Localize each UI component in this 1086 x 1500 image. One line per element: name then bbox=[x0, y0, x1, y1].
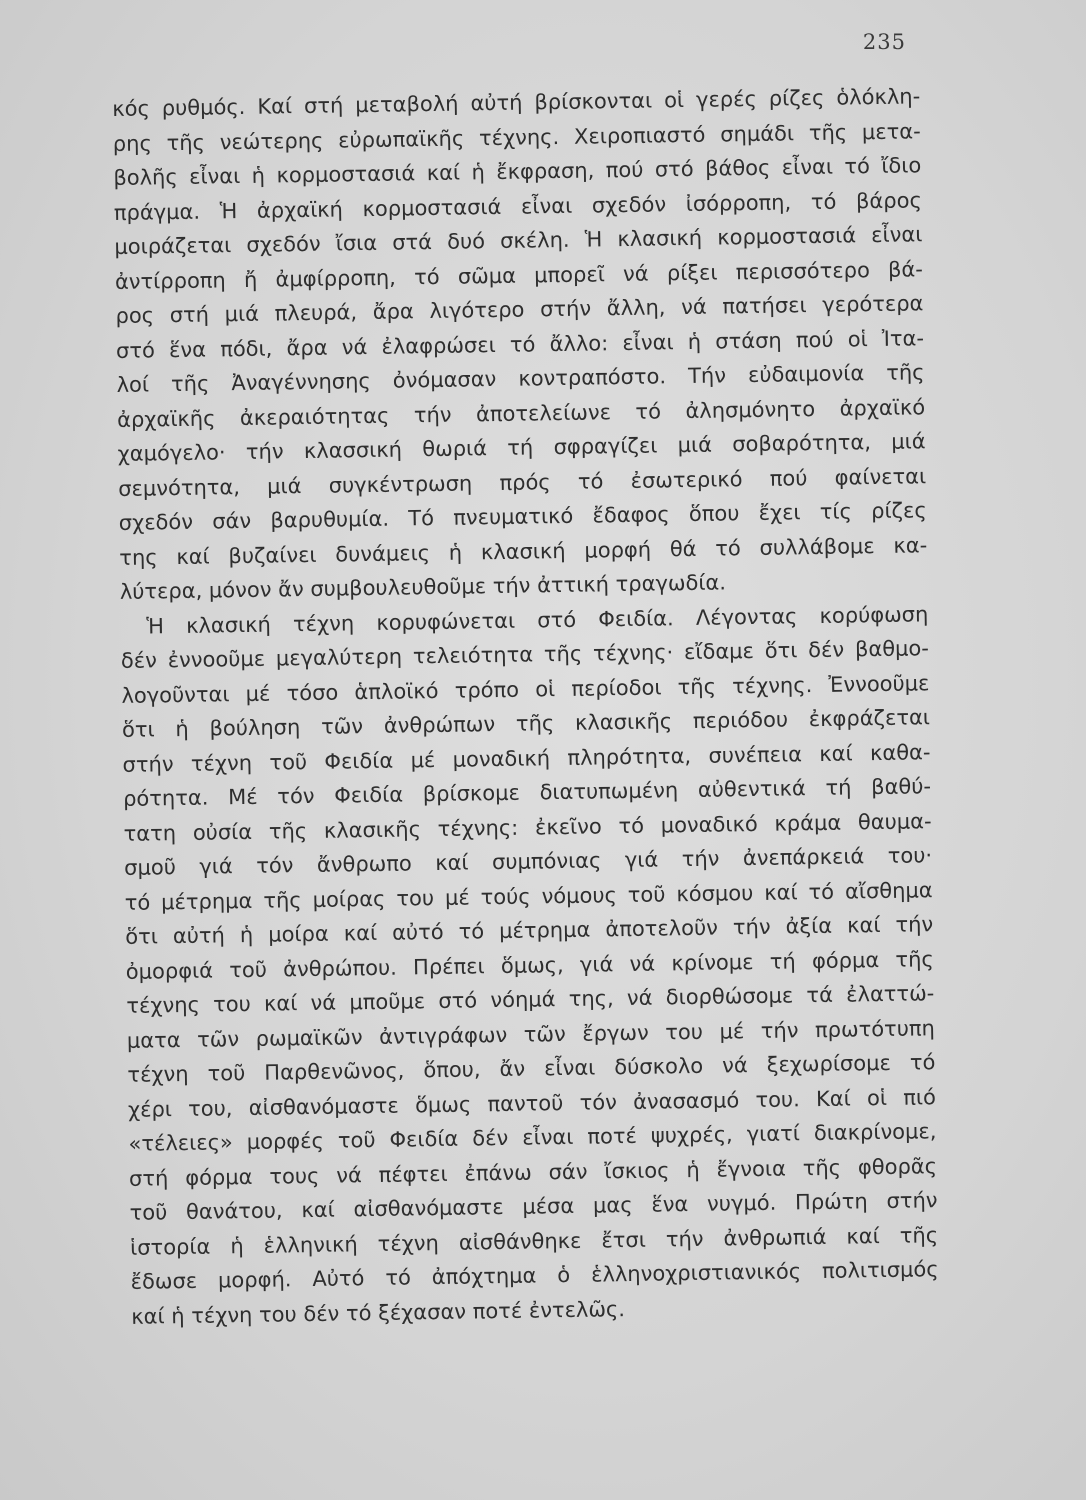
text-line: στό ἕνα πόδι, ἄρα νά ἐλαφρώσει τό ἄλλο: εἶναι ἡ στάση πού οἱ Ἰτα- bbox=[115, 325, 925, 363]
text-line: τοῦ θανάτου, καί αἰσθανόμαστε μέσα μας ἕνα νυγμό. Πρώτη στήν bbox=[129, 1188, 938, 1225]
text-line: ἀρχαϊκῆς ἀκεραιότητας τήν ἀποτελείωνε τό ἀλησμόνητο ἀρχαϊκό bbox=[116, 394, 926, 432]
text-line: χέρι του, αἰσθανόμαστε ὅμως παντοῦ τόν ἀνασασμό του. Καί οἱ πιό bbox=[127, 1084, 937, 1122]
text-line: ρότητα. Μέ τόν Φειδία βρίσκομε διατυπωμένη αὐθεντικά τή βαθύ- bbox=[122, 774, 932, 811]
text-line: μοιράζεται σχεδόν ἴσια στά δυό σκέλη. Ἡ κλασική κορμοστασιά εἶναι bbox=[114, 222, 923, 259]
text-line: δέν ἐννοοῦμε μεγαλύτερη τελειότητα τῆς τέχνης· εἴδαμε ὅτι δέν βαθμο- bbox=[120, 636, 930, 673]
text-line: ὀμορφιά τοῦ ἀνθρώπου. Πρέπει ὅμως, γιά νά κρίνομε τή φόρμα τῆς bbox=[125, 946, 934, 984]
text-line: τέχνης του καί νά μποῦμε στό νόημά της, νά διορθώσομε τά ἐλαττώ- bbox=[126, 981, 935, 1018]
text-line: σεμνότητα, μιά συγκέντρωση πρός τό ἐσωτερικό πού φαίνεται bbox=[118, 463, 927, 501]
text-line: ρος στή μιά πλευρά, ἄρα λιγότερο στήν ἄλλη, νά πατήσει γερότερα bbox=[115, 291, 924, 328]
text-line: βολῆς εἶναι ἡ κορμοστασιά καί ἡ ἔκφραση, πού στό βάθος εἶναι τό ἴδιο bbox=[113, 153, 922, 190]
text-line: ἀντίρροπη ἤ ἀμφίρροπη, τό σῶμα μπορεῖ νά ρίξει περισσότερο βά- bbox=[114, 256, 924, 294]
text-line: λογοῦνται μέ τόσο ἁπλοϊκό τρόπο οἱ περίοδοι τῆς τέχνης. Ἐννοοῦμε bbox=[121, 670, 930, 708]
text-line-paragraph-end: λύτερα, μόνον ἄν συμβουλευθοῦμε τήν ἀττική τραγωδία. bbox=[119, 570, 727, 604]
text-line: χαμόγελο· τήν κλασσική θωριά τή σφραγίζει μιά σοβαρότητα, μιά bbox=[117, 429, 926, 466]
text-line: πράγμα. Ἡ ἀρχαϊκή κορμοστασιά εἶναι σχεδόν ἰσόρροπη, τό βάρος bbox=[113, 187, 922, 225]
text-line: τατη οὐσία τῆς κλασικῆς τέχνης: ἐκεῖνο τό μοναδικό κράμα θαυμα- bbox=[123, 808, 932, 846]
text-line: ὅτι αὐτή ἡ μοίρα καί αὐτό τό μέτρημα ἀποτελοῦν τήν ἀξία καί τήν bbox=[125, 912, 934, 949]
text-line: ἱστορία ἡ ἑλληνική τέχνη αἰσθάνθηκε ἔτσι τήν ἀνθρωπιά καί τῆς bbox=[129, 1222, 939, 1260]
text-line-paragraph-end: καί ἡ τέχνη του δέν τό ξέχασαν ποτέ ἐντελῶς. bbox=[131, 1296, 626, 1329]
text-line: τέχνη τοῦ Παρθενῶνος, ὅπου, ἄν εἶναι δύσκολο νά ξεχωρίσομε τό bbox=[127, 1050, 936, 1087]
text-line: ὅτι ἡ βούληση τῶν ἀνθρώπων τῆς κλασικῆς περιόδου ἐκφράζεται bbox=[121, 705, 931, 742]
text-line: σμοῦ γιά τόν ἄνθρωπο καί συμπόνιας γιά τήν ἀνεπάρκειά του· bbox=[124, 843, 933, 880]
page-number: 235 bbox=[862, 30, 906, 54]
text-line: κός ρυθμός. Καί στή μεταβολή αὐτή βρίσκονται οἱ γερές ρίζες ὁλόκλη- bbox=[112, 84, 921, 121]
text-line: ἔδωσε μορφή. Αὐτό τό ἀπόχτημα ὁ ἑλληνοχριστιανικός πολιτισμός bbox=[130, 1257, 939, 1294]
text-line: «τέλειες» μορφές τοῦ Φειδία δέν εἶναι ποτέ ψυχρές, γιατί διακρίνομε, bbox=[128, 1119, 937, 1156]
text-line: της καί βυζαίνει δυνάμεις ἡ κλασική μορφή θά τό συλλάβομε κα- bbox=[119, 532, 928, 570]
text-line-paragraph-start: Ἡ κλασική τέχνη κορυφώνεται στό Φειδία. Λέγοντας κορύφωση bbox=[146, 601, 929, 639]
text-line: στήν τέχνη τοῦ Φειδία μέ μοναδική πληρότητα, συνέπεια καί καθα- bbox=[122, 739, 931, 777]
text-line: ρης τῆς νεώτερης εὐρωπαϊκῆς τέχνης. Χειροπιαστό σημάδι τῆς μετα- bbox=[112, 118, 921, 156]
text-line: λοί τῆς Ἀναγέννησης ὀνόμασαν κοντραπόστο. Τήν εὐδαιμονία τῆς bbox=[116, 360, 925, 397]
text-line: στή φόρμα τους νά πέφτει ἐπάνω σάν ἴσκιος ἡ ἔγνοια τῆς φθορᾶς bbox=[128, 1153, 938, 1191]
text-line: ματα τῶν ρωμαϊκῶν ἀντιγράφων τῶν ἔργων του μέ τήν πρωτότυπη bbox=[126, 1015, 935, 1053]
text-line: σχεδόν σάν βαρυθυμία. Τό πνευματικό ἔδαφος ὅπου ἔχει τίς ρίζες bbox=[118, 498, 927, 535]
text-line: τό μέτρημα τῆς μοίρας του μέ τούς νόμους τοῦ κόσμου καί τό αἴσθημα bbox=[124, 877, 933, 915]
body-text bbox=[112, 79, 939, 1334]
